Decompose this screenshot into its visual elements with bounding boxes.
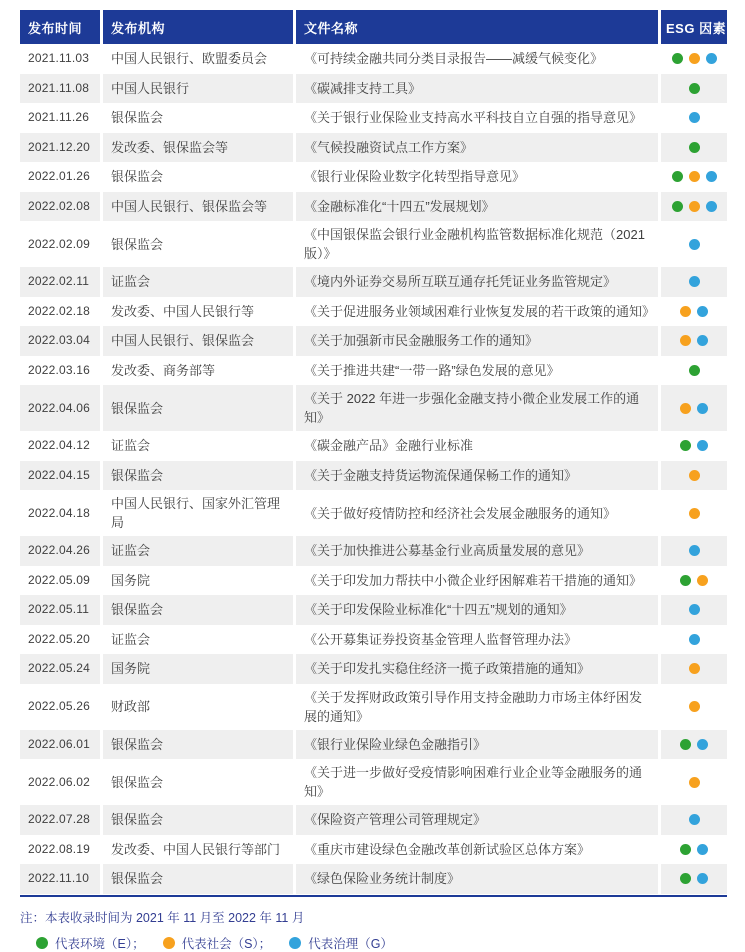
cell-doc-title: 《碳金融产品》金融行业标准	[296, 431, 658, 461]
report-page	[0, 10, 745, 951]
table-row	[20, 625, 727, 655]
cell-publish-date: 2021.11.03	[20, 44, 100, 74]
esg-dot-g	[689, 634, 700, 645]
esg-dot-s	[680, 403, 691, 414]
cell-publish-date: 2022.07.28	[20, 805, 100, 835]
esg-dot-g	[697, 403, 708, 414]
cell-doc-title: 《关于推进共建“一带一路”绿色发展的意见》	[296, 356, 658, 386]
legend-label: 代表社会（S）；	[181, 936, 272, 951]
cell-publish-date: 2021.11.08	[20, 74, 100, 104]
esg-dot-s	[689, 777, 700, 788]
esg-dot-e	[36, 937, 48, 949]
legend-label: 代表环境（E）；	[55, 936, 145, 951]
table-row	[20, 326, 727, 356]
cell-esg-factors	[661, 385, 727, 431]
cell-esg-factors	[661, 297, 727, 327]
cell-esg-factors	[661, 684, 727, 730]
cell-publish-date: 2022.02.08	[20, 192, 100, 222]
cell-doc-title: 《关于加快推进公募基金行业高质量发展的意见》	[296, 536, 658, 566]
legend-label: 代表治理（G）	[308, 936, 393, 951]
esg-dot-e	[672, 171, 683, 182]
cell-publish-date: 2022.04.06	[20, 385, 100, 431]
cell-esg-factors	[661, 74, 727, 104]
cell-issuing-org: 发改委、商务部等	[103, 356, 293, 386]
cell-esg-factors	[661, 431, 727, 461]
table-row	[20, 356, 727, 386]
table-row	[20, 192, 727, 222]
cell-doc-title: 《银行业保险业绿色金融指引》	[296, 730, 658, 760]
esg-dot-s	[697, 575, 708, 586]
esg-dot-g	[697, 440, 708, 451]
cell-doc-title: 《关于银行业保险业支持高水平科技自立自强的指导意见》	[296, 103, 658, 133]
cell-publish-date: 2022.02.09	[20, 221, 100, 267]
esg-dot-e	[680, 440, 691, 451]
cell-esg-factors	[661, 490, 727, 536]
cell-publish-date: 2022.03.16	[20, 356, 100, 386]
cell-publish-date: 2022.05.26	[20, 684, 100, 730]
esg-dot-e	[689, 365, 700, 376]
cell-doc-title: 《气候投融资试点工作方案》	[296, 133, 658, 163]
table-row	[20, 759, 727, 805]
esg-dot-e	[680, 575, 691, 586]
cell-doc-title: 《重庆市建设绿色金融改革创新试验区总体方案》	[296, 835, 658, 865]
cell-issuing-org: 银保监会	[103, 805, 293, 835]
legend-item-g	[289, 934, 393, 952]
esg-dot-s	[680, 335, 691, 346]
cell-doc-title: 《关于促进服务业领域困难行业恢复发展的若干政策的通知》	[296, 297, 658, 327]
cell-publish-date: 2022.05.24	[20, 654, 100, 684]
cell-issuing-org: 银保监会	[103, 864, 293, 894]
cell-doc-title: 《碳减排支持工具》	[296, 74, 658, 104]
esg-dot-s	[689, 53, 700, 64]
cell-doc-title: 《金融标准化“十四五”发展规划》	[296, 192, 658, 222]
cell-issuing-org: 中国人民银行、国家外汇管理局	[103, 490, 293, 536]
cell-doc-title: 《公开募集证券投资基金管理人监督管理办法》	[296, 625, 658, 655]
table-row	[20, 44, 727, 74]
table-row	[20, 103, 727, 133]
cell-doc-title: 《关于金融支持货运物流保通保畅工作的通知》	[296, 461, 658, 491]
cell-publish-date: 2022.06.01	[20, 730, 100, 760]
table-row	[20, 385, 727, 431]
cell-doc-title: 《可持续金融共同分类目录报告——减缓气候变化》	[296, 44, 658, 74]
cell-esg-factors	[661, 44, 727, 74]
cell-publish-date: 2022.03.04	[20, 326, 100, 356]
cell-publish-date: 2022.04.18	[20, 490, 100, 536]
table-row	[20, 74, 727, 104]
table-row	[20, 730, 727, 760]
table-header-row	[20, 10, 727, 44]
cell-doc-title: 《关于印发保险业标准化“十四五”规划的通知》	[296, 595, 658, 625]
table-row	[20, 267, 727, 297]
cell-issuing-org: 证监会	[103, 536, 293, 566]
cell-issuing-org: 银保监会	[103, 730, 293, 760]
cell-issuing-org: 中国人民银行	[103, 74, 293, 104]
cell-esg-factors	[661, 356, 727, 386]
cell-publish-date: 2022.01.26	[20, 162, 100, 192]
cell-issuing-org: 证监会	[103, 625, 293, 655]
esg-dot-e	[689, 83, 700, 94]
table-row	[20, 595, 727, 625]
cell-issuing-org: 国务院	[103, 566, 293, 596]
esg-dot-s	[689, 171, 700, 182]
table-row	[20, 805, 727, 835]
cell-esg-factors	[661, 566, 727, 596]
cell-publish-date: 2022.05.11	[20, 595, 100, 625]
esg-dot-s	[689, 663, 700, 674]
cell-doc-title: 《境内外证券交易所互联互通存托凭证业务监管规定》	[296, 267, 658, 297]
table-bottom-border	[20, 895, 727, 897]
esg-dot-s	[689, 508, 700, 519]
cell-esg-factors	[661, 461, 727, 491]
esg-dot-g	[706, 201, 717, 212]
table-row	[20, 162, 727, 192]
cell-publish-date: 2022.04.26	[20, 536, 100, 566]
cell-issuing-org: 中国人民银行、银保监会等	[103, 192, 293, 222]
cell-esg-factors	[661, 864, 727, 894]
cell-issuing-org: 国务院	[103, 654, 293, 684]
column-header-date: 发布时间	[20, 10, 100, 44]
cell-esg-factors	[661, 536, 727, 566]
esg-dot-e	[672, 201, 683, 212]
cell-doc-title: 《银行业保险业数字化转型指导意见》	[296, 162, 658, 192]
cell-publish-date: 2022.08.19	[20, 835, 100, 865]
cell-publish-date: 2021.11.26	[20, 103, 100, 133]
esg-dot-g	[689, 814, 700, 825]
cell-esg-factors	[661, 221, 727, 267]
cell-esg-factors	[661, 326, 727, 356]
esg-dot-s	[163, 937, 175, 949]
cell-issuing-org: 银保监会	[103, 595, 293, 625]
cell-publish-date: 2022.02.18	[20, 297, 100, 327]
legend-item-s	[163, 934, 272, 952]
table-row	[20, 536, 727, 566]
table-row	[20, 684, 727, 730]
esg-dot-g	[689, 276, 700, 287]
table-row	[20, 490, 727, 536]
cell-issuing-org: 财政部	[103, 684, 293, 730]
cell-issuing-org: 中国人民银行、银保监会	[103, 326, 293, 356]
esg-dot-e	[680, 844, 691, 855]
cell-issuing-org: 证监会	[103, 431, 293, 461]
cell-esg-factors	[661, 654, 727, 684]
table-row	[20, 461, 727, 491]
column-header-esg: ESG 因素	[661, 10, 727, 44]
esg-dot-g	[706, 53, 717, 64]
esg-dot-e	[680, 873, 691, 884]
column-header-title: 文件名称	[296, 10, 658, 44]
esg-dot-e	[680, 739, 691, 750]
esg-legend	[36, 934, 745, 952]
cell-doc-title: 《关于加强新市民金融服务工作的通知》	[296, 326, 658, 356]
cell-doc-title: 《关于印发加力帮扶中小微企业纾困解难若干措施的通知》	[296, 566, 658, 596]
cell-esg-factors	[661, 805, 727, 835]
cell-doc-title: 《保险资产管理公司管理规定》	[296, 805, 658, 835]
cell-issuing-org: 银保监会	[103, 103, 293, 133]
esg-dot-g	[697, 873, 708, 884]
cell-issuing-org: 发改委、银保监会等	[103, 133, 293, 163]
esg-dot-e	[689, 142, 700, 153]
cell-publish-date: 2022.06.02	[20, 759, 100, 805]
esg-dot-g	[689, 112, 700, 123]
esg-dot-g	[689, 604, 700, 615]
cell-doc-title: 《绿色保险业务统计制度》	[296, 864, 658, 894]
cell-publish-date: 2022.04.15	[20, 461, 100, 491]
esg-dot-s	[689, 701, 700, 712]
cell-doc-title: 《中国银保监会银行业金融机构监管数据标准化规范（2021 版）》	[296, 221, 658, 267]
cell-issuing-org: 银保监会	[103, 221, 293, 267]
table-row	[20, 133, 727, 163]
cell-doc-title: 《关于进一步做好受疫情影响困难行业企业等金融服务的通知》	[296, 759, 658, 805]
esg-dot-s	[680, 306, 691, 317]
table-row	[20, 431, 727, 461]
cell-esg-factors	[661, 835, 727, 865]
table-note: 注：本表收录时间为 2021 年 11 月至 2022 年 11 月	[20, 910, 305, 925]
esg-dot-g	[689, 545, 700, 556]
cell-publish-date: 2022.04.12	[20, 431, 100, 461]
cell-issuing-org: 证监会	[103, 267, 293, 297]
cell-issuing-org: 银保监会	[103, 759, 293, 805]
esg-dot-g	[697, 844, 708, 855]
esg-dot-g	[697, 306, 708, 317]
table-row	[20, 654, 727, 684]
cell-esg-factors	[661, 595, 727, 625]
cell-issuing-org: 发改委、中国人民银行等	[103, 297, 293, 327]
cell-issuing-org: 银保监会	[103, 162, 293, 192]
cell-issuing-org: 中国人民银行、欧盟委员会	[103, 44, 293, 74]
table-row	[20, 566, 727, 596]
esg-dot-s	[689, 201, 700, 212]
cell-esg-factors	[661, 267, 727, 297]
legend-item-e	[36, 934, 145, 952]
esg-policy-table	[20, 10, 727, 897]
esg-dot-g	[697, 335, 708, 346]
cell-esg-factors	[661, 759, 727, 805]
esg-dot-g	[289, 937, 301, 949]
esg-dot-g	[689, 239, 700, 250]
cell-doc-title: 《关于印发扎实稳住经济一揽子政策措施的通知》	[296, 654, 658, 684]
table-row	[20, 297, 727, 327]
table-row	[20, 864, 727, 894]
cell-esg-factors	[661, 730, 727, 760]
cell-publish-date: 2022.05.20	[20, 625, 100, 655]
cell-publish-date: 2022.05.09	[20, 566, 100, 596]
esg-dot-s	[689, 470, 700, 481]
table-row	[20, 221, 727, 267]
table-row	[20, 835, 727, 865]
esg-dot-g	[706, 171, 717, 182]
cell-issuing-org: 银保监会	[103, 385, 293, 431]
cell-doc-title: 《关于做好疫情防控和经济社会发展金融服务的通知》	[296, 490, 658, 536]
table-body	[20, 44, 727, 894]
column-header-org: 发布机构	[103, 10, 293, 44]
cell-esg-factors	[661, 162, 727, 192]
cell-esg-factors	[661, 103, 727, 133]
cell-publish-date: 2022.11.10	[20, 864, 100, 894]
cell-publish-date: 2021.12.20	[20, 133, 100, 163]
esg-dot-g	[697, 739, 708, 750]
cell-publish-date: 2022.02.11	[20, 267, 100, 297]
esg-dot-e	[672, 53, 683, 64]
cell-esg-factors	[661, 192, 727, 222]
cell-esg-factors	[661, 133, 727, 163]
cell-issuing-org: 银保监会	[103, 461, 293, 491]
cell-doc-title: 《关于 2022 年进一步强化金融支持小微企业发展工作的通知》	[296, 385, 658, 431]
cell-esg-factors	[661, 625, 727, 655]
cell-doc-title: 《关于发挥财政政策引导作用支持金融助力市场主体纾困发展的通知》	[296, 684, 658, 730]
cell-issuing-org: 发改委、中国人民银行等部门	[103, 835, 293, 865]
